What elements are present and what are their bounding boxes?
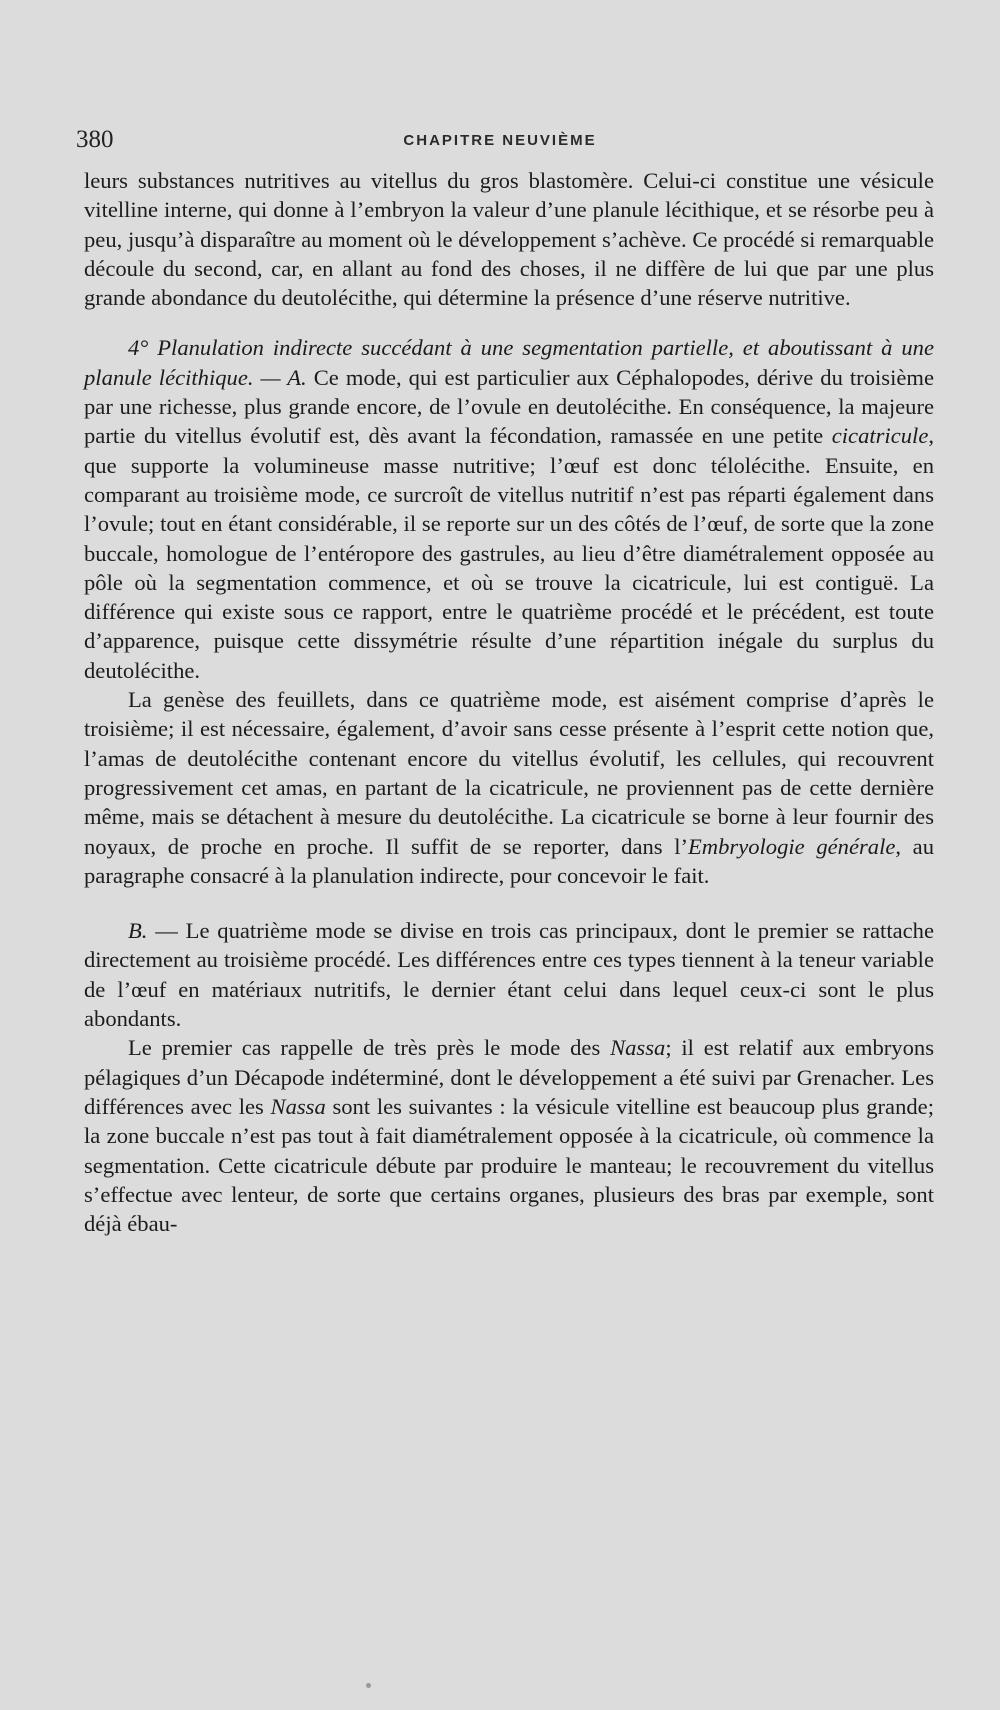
- page-number: 380: [76, 126, 114, 153]
- term-cicatricule: cicatricule: [831, 423, 929, 449]
- running-head: CHAPITRE NEUVIÈME: [403, 132, 597, 149]
- paragraph-2: [84, 333, 934, 685]
- paragraph-1-text: leurs substances nutritives au vitellus du gros blastomère. Celui-ci constitue une vésicule vitelline interne, qui donne à l’embryon la valeur d’une planule lécithique, et se résorbe peu à peu, jusqu’à disparaître au moment où le développement s’achève. Ce procédé si remarquable découle du second, car, en allant au fond des choses, il ne diffère de lui que par une plus grande abondance du deutolécithe, qui détermine la présence d’une réserve nutritive.: [84, 168, 934, 311]
- page-header: [76, 126, 924, 160]
- section-heading-4: 4° Planulation indirecte succédant à une segmentation partielle, et aboutissant à une planule lécithique. — A.: [84, 335, 934, 390]
- paragraph-1: [84, 166, 934, 312]
- reference-embryologie-generale: Embryologie générale: [688, 833, 896, 859]
- paragraph-2-text-a: Ce mode, qui est particulier aux Céphalopodes, dérive du troisième par une richesse, plus grande encore, de l’ovule en deutolécithe. En conséquence, la majeure partie du vitellus évolutif est, dès avant la fécondation, ramassée en une petite: [84, 364, 934, 449]
- subsection-label-b: B.: [128, 918, 148, 944]
- genus-nassa-1: Nassa: [610, 1035, 666, 1061]
- paragraph-4-text: — Le quatrième mode se divise en trois cas principaux, dont le premier se rattache directement au troisième procédé. Les différences entre ces types tiennent à la teneur variable de l’œuf en matériaux nutritifs, le dernier étant celui dans lequel ceux-ci sont le plus abondants.: [84, 918, 934, 1032]
- paragraph-5: [84, 1033, 934, 1238]
- paragraph-5-text-a: Le premier cas rappelle de très près le mode des: [128, 1035, 611, 1061]
- paragraph-3: [84, 685, 934, 890]
- paragraph-4: [84, 916, 934, 1033]
- genus-nassa-2: Nassa: [270, 1093, 326, 1119]
- body-text: [84, 166, 934, 1238]
- paragraph-3-text-a: La genèse des feuillets, dans ce quatrième mode, est aisément comprise d’après le troisième; il est nécessaire, également, d’avoir sans cesse présente à l’esprit cette notion que, l’amas de deutolécithe contenant encore du vitellus évolutif, les cellules, qui recouvrent progressivement cet amas, en partant de la cicatricule, ne proviennent pas de cette dernière même, mais se détachent à mesure du deutolécithe. La cicatricule se borne à leur fournir des noyaux, de proche en proche. Il suffit de se reporter, dans l’: [84, 687, 934, 859]
- paragraph-5-text-b: ; il est relatif aux embryons pélagiques d’un Décapode indéterminé, dont le développement a été suivi par Grenacher. Les différences avec les: [84, 1035, 934, 1119]
- paragraph-2-text-b: , que supporte la volumineuse masse nutritive; l’œuf est donc télolécithe. Ensuite, en comparant au troisième mode, ce surcroît de vitellus nutritif n’est pas réparti également dans l’ovule; tout en étant considérable, il se reporte sur un des côtés de l’œuf, de sorte que la zone buccale, homologue de l’entéropore des gastrules, au lieu d’être diamétralement opposée au pôle où la segmentation commence, et où se trouve la cicatricule, lui est contiguë. La différence qui existe sous ce rapport, entre le quatrième procédé et le précédent, est toute d’apparence, puisque cette dissymétrie résulte d’une répartition inégale du surplus du deutolécithe.: [84, 423, 934, 683]
- paragraph-3-text-b: , au paragraphe consacré à la planulation indirecte, pour concevoir le fait.: [84, 833, 934, 888]
- ink-speck: [366, 1683, 371, 1688]
- paragraph-5-text-c: sont les suivantes : la vésicule vitelline est beaucoup plus grande; la zone buccale n’est pas tout à fait diamétralement opposée à la cicatricule, où commence la segmentation. Cette cicatricule débute par produire le manteau; le recouvrement du vitellus s’effectue avec lenteur, de sorte que certains organes, plusieurs des bras par exemple, sont déjà ébau-: [84, 1093, 934, 1237]
